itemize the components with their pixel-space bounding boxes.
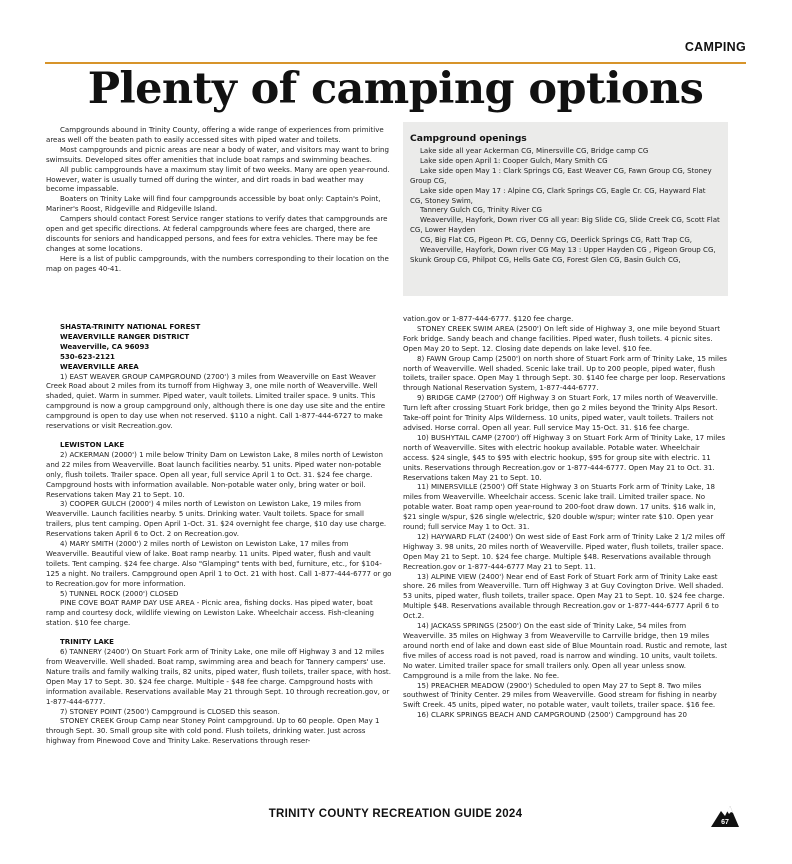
campground-entry: vation.gov or 1-877-444-6777. $120 fee charge. (403, 314, 574, 323)
sidebox-heading: Campground openings (410, 133, 527, 144)
campground-openings-box (403, 122, 728, 296)
district-city: Weaverville, CA 96093 (60, 341, 150, 351)
campground-entry: 3) COOPER GULCH (2000') 4 miles north of Lewiston on Lewiston Lake, 19 miles from Weaverville. Launch facilities nearby. 5 units. Drinking water. Vault toilets. Space for small trailers, plus tent camping. Open April 1-Oct. 31. $24 overnight fee charge, $10 day use charge. Reservations taken April 6 to Oct. 2 on Recreation.gov. (46, 499, 387, 539)
forest-name: SHASTA-TRINITY NATIONAL FOREST (60, 322, 201, 331)
section-label: CAMPING (684, 40, 746, 54)
campground-entry: 16) CLARK SPRINGS BEACH AND CAMPGROUND (2500') Campground has 20 (417, 710, 687, 720)
campground-entry: 12) HAYWARD FLAT (2400') On west side of East Fork arm of Trinity Lake 2 1/2 miles off Highway 3. 98 units, 20 miles north of Weaverville. Piped water, flush toilets, trailer space. Open May 21 to Sept. 10. $24 fee charge. Multiple $48. Reservations available through Recreation.gov or 1-877-444-6777 May 21 to Sept. 11. (403, 531, 725, 571)
trinity-lake-heading: TRINITY LAKE (60, 637, 114, 647)
intro-text (46, 125, 392, 274)
left-column (46, 322, 392, 746)
campground-entry: 5) TUNNEL ROCK (2000') CLOSED (60, 588, 179, 598)
intro-paragraph: Most campgrounds and picnic areas are near a body of water, and visitors may want to bring swimsuits. Developed sites offer amenities that include boat ramps and swimming beaches. (46, 144, 389, 164)
opening-line: Weaverville, Hayfork, Down river CG May 13 : Upper Hayden CG , Pigeon Group CG, Skunk Group CG, Philpot CG, Hells Gate CG, Forest Glen CG, Basin Gulch CG, (410, 245, 716, 264)
opening-line: Lake side open April 1: Cooper Gulch, Mary Smith CG (420, 155, 608, 165)
campground-entry: STONEY CREEK Group Camp near Stoney Point campground. Up to 60 people. Open May 1 through Sept. 30. Small group site with cold pond. Flush toilets, drinking water. Just across highway from Pinewood Cove and Trinity Lake. Reservations through reser- (46, 716, 380, 746)
campground-entry: 1) EAST WEAVER GROUP CAMPGROUND (2700') 3 miles from Weaverville on East Weaver Creek Road about 2 miles from its turnoff from Highway 3, one mile north of Weaverville. Well shaded, quiet. Warm in summer. Piped water, vault toilets. Limited trailer space. 9 units. This campground is now a group campground only, although there is one day use site and the entire campground is open to day use when not reserved. $110 a night. Call 1-877-444-6727 to make reservations or visit Recreation.gov. (46, 371, 386, 431)
campground-entry: 10) BUSHYTAIL CAMP (2700') off Highway 3 on Stuart Fork Arm of Trinity Lake, 17 miles north of Weaverville. Sites with electric hookup available. Potable water. Wheelchair access. $24 single, $45 to $95 with electric hookup, $95 for group site with electric. 11 units. Reservations through Recreation.gov or 1-877-444-6777. Open May 21 to Oct. 31. Reservations taken May 21 to Sept. 10. (403, 432, 726, 482)
campground-entry: 7) STONEY POINT (2500') Campground is CLOSED this season. (60, 706, 280, 716)
lewiston-heading: LEWISTON LAKE (60, 439, 125, 449)
district-name: WEAVERVILLE RANGER DISTRICT (60, 331, 190, 341)
campground-entry: 14) JACKASS SPRINGS (2500') On the east side of Trinity Lake, 54 miles from Weaverville. 35 miles on Highway 3 from Weaverville to Carrville bridge, then 19 miles around north end of lake and down east side of Blue Mountain road. Rustic and remote, last five miles of access road is not paved, road is narrow and winding. 10 units, vault toilets. No water. Limited trailer space for small trailers only. Open all year unless snow. Campground is a mile from the lake. No fee. (403, 621, 728, 680)
opening-line: Lake side all year Ackerman CG, Minersville CG, Bridge camp CG (420, 146, 649, 155)
campground-entry: 11) MINERSVILLE (2500') Off State Highway 3 on Stuarts Fork arm of Trinity Lake, 18 miles from Weaverville. Wheelchair access. Scenic lake trail. Limited trailer space. No potable water. Boat ramp open year-round to 200-foot draw down. 17 units. $16 walk in, $21 single w/spur, $26 single w/electric, $20 double w/spur; winter rate $10. Open year round; full service May 1 to Oct. 31. (403, 482, 716, 532)
page-title: Plenty of camping options (87, 64, 704, 114)
page-number-badge (710, 802, 740, 828)
area-heading: WEAVERVILLE AREA (60, 361, 139, 371)
intro-paragraph: Here is a list of public campgrounds, with the numbers corresponding to their location on the map on pages 40-41. (46, 253, 389, 273)
intro-paragraph: All public campgrounds have a maximum stay limit of two weeks. Many are open year-round. However, water is usually turned off during the winter, and dirt roads in bad weather may become impassable. (46, 164, 390, 194)
page-number: 67 (721, 819, 729, 826)
campground-entry: 8) FAWN Group Camp (2500') on north shore of Stuart Fork arm of Trinity Lake, 15 miles north of Weaverville. Well shaded. Scenic lake trail. Up to 200 people, piped water, flush toilets, trailer space. Open May 1 through Sept. 30. $140 fee charge per loop. Reservations through National Reservation System, 1-877-444-6777. (403, 353, 727, 393)
opening-line: Lake side open May 17 : Alpine CG, Clark Springs CG, Eagle Cr. CG, Hayward Flat CG, Stoney Swim, (410, 185, 706, 205)
campground-entry: 9) BRIDGE CAMP (2700') Off Highway 3 on Stuart Fork, 17 miles north of Weaverville. Turn left after crossing Stuart Fork bridge, then go 2 miles beyond the Trinity Alps Resort. Take-off point for Trinity Alps Wilderness. 10 units, piped water, vault toilets. Trailers not advised. Horse corral. Open all year. Full service May 15-Oct. 31. $16 fee charge. (403, 393, 718, 432)
district-phone: 530-623-2121 (60, 351, 115, 361)
right-column (403, 314, 728, 720)
footer-title: TRINITY COUNTY RECREATION GUIDE 2024 (268, 808, 523, 820)
intro-paragraph: Campers should contact Forest Service ranger stations to verify dates that campgrounds are open and get specific directions. At federal campgrounds where fees are charged, there are discounts for seniors and handicapped persons, and fees for extra vehicles. There may be fee changes at some locations. (46, 214, 388, 253)
campground-entry: 15) PREACHER MEADOW (2900') Scheduled to open May 27 to Sept 8. Two miles southwest of Trinity Center. 29 miles from Weaverville. Good stream for fishing in nearby Swift Creek. 45 units, piped water, no potable water, vault toilets, trailer space. $16 fee. (403, 680, 717, 710)
intro-paragraph: Campgrounds abound in Trinity County, offering a wide range of experiences from primitive areas well off the beaten path to easily accessed sites with piped water and toilets. (46, 125, 384, 144)
campground-entry: 2) ACKERMAN (2000') 1 mile below Trinity Dam on Lewiston Lake, 8 miles north of Lewiston and 22 miles from Weaverville. Boat launch facilities nearby. 51 units. Piped water non-potable only, flush toilets. Trailer space. Open all year, full service April 1 to Oct. 31. $24 fee charge. Campground hosts with information available. Non-potable water only, bring water or boil. Reservations taken May 21 to Sept. 10. (46, 449, 384, 499)
campground-entry: 13) ALPINE VIEW (2400') Near end of East Fork of Stuart Fork arm of Trinity Lake east shore. 26 miles from Weaverville. Turn off Highway 3 at Guy Covington Drive. Well shaded. 53 units, piped water, flush toilets, trailer space. Open May 21 to Sept. 10. $24 fee charge. Multiple $48. Reservations available through Recreation.gov or 1-877-444-6777 April 6 to Oct.2. (403, 571, 725, 621)
campground-entry: 4) MARY SMITH (2000') 2 miles north of Lewiston on Lewiston Lake, 17 miles from Weaverville. Beautiful view of lake. Boat ramp nearby. 11 units. Piped water, flush and vault toilets. Tent camping. $24 fee charge. Also "Glamping" tents with bed, furniture, etc., for $104-125 a night. No trailers. Campground open April 1 to Oct. 21 with host. Call 1-877-444-6777 or go to Recreation.gov for more information. (46, 539, 392, 588)
campground-entry: STONEY CREEK SWIM AREA (2500') On left side of Highway 3, one mile beyond Stuart Fork bridge. Sandy beach and change facilities. Piped water, flush toilets. 4 picnic sites. Open May 20 to Sept. 12. Closing date depends on lake level. $10 fee. (403, 323, 720, 353)
opening-line: Weaverville, Hayfork, Down river CG all year: Big Slide CG, Slide Creek CG, Scott Flat CG, Lower Hayden (410, 215, 720, 235)
opening-line: Tannery Gulch CG, Trinity River CG (420, 205, 542, 215)
campground-entry: PINE COVE BOAT RAMP DAY USE AREA - Picnic area, fishing docks. Has piped water, boat ramp and courtesy dock, wildlife viewing on Lewiston Lake. Wheelchair access. Fish-cleaning station. $10 fee charge. (46, 598, 375, 628)
intro-paragraph: Boaters on Trinity Lake will find four campgrounds accessible by boat only: Captain's Point, Mariner's Roost, Ridgeville and Ridgeville Island. (46, 194, 381, 214)
opening-line: CG, Big Flat CG, Pigeon Pt. CG, Denny CG, Deerlick Springs CG, Ratt Trap CG, (420, 235, 693, 245)
opening-line: Lake side open May 1 : Clark Springs CG, East Weaver CG, Fawn Group CG, Stoney Group CG, (410, 165, 712, 185)
campground-entry: 6) TANNERY (2400') On Stuart Fork arm of Trinity Lake, one mile off Highway 3 and 12 miles from Weaverville. Well shaded. Boat ramp, swimming area and beach for Tannery campers' use. Nature trails and family walking trails, 82 units, piped water, flush toilets, trailer space, with host. Open May 17 to Sept. 30. $24 fee charge. Multiple - $48 fee charge. Campground hosts with information available. Reservations available May 21 through Sept. 10 through recreation.gov, or 1-877-444-6777. (46, 647, 391, 706)
